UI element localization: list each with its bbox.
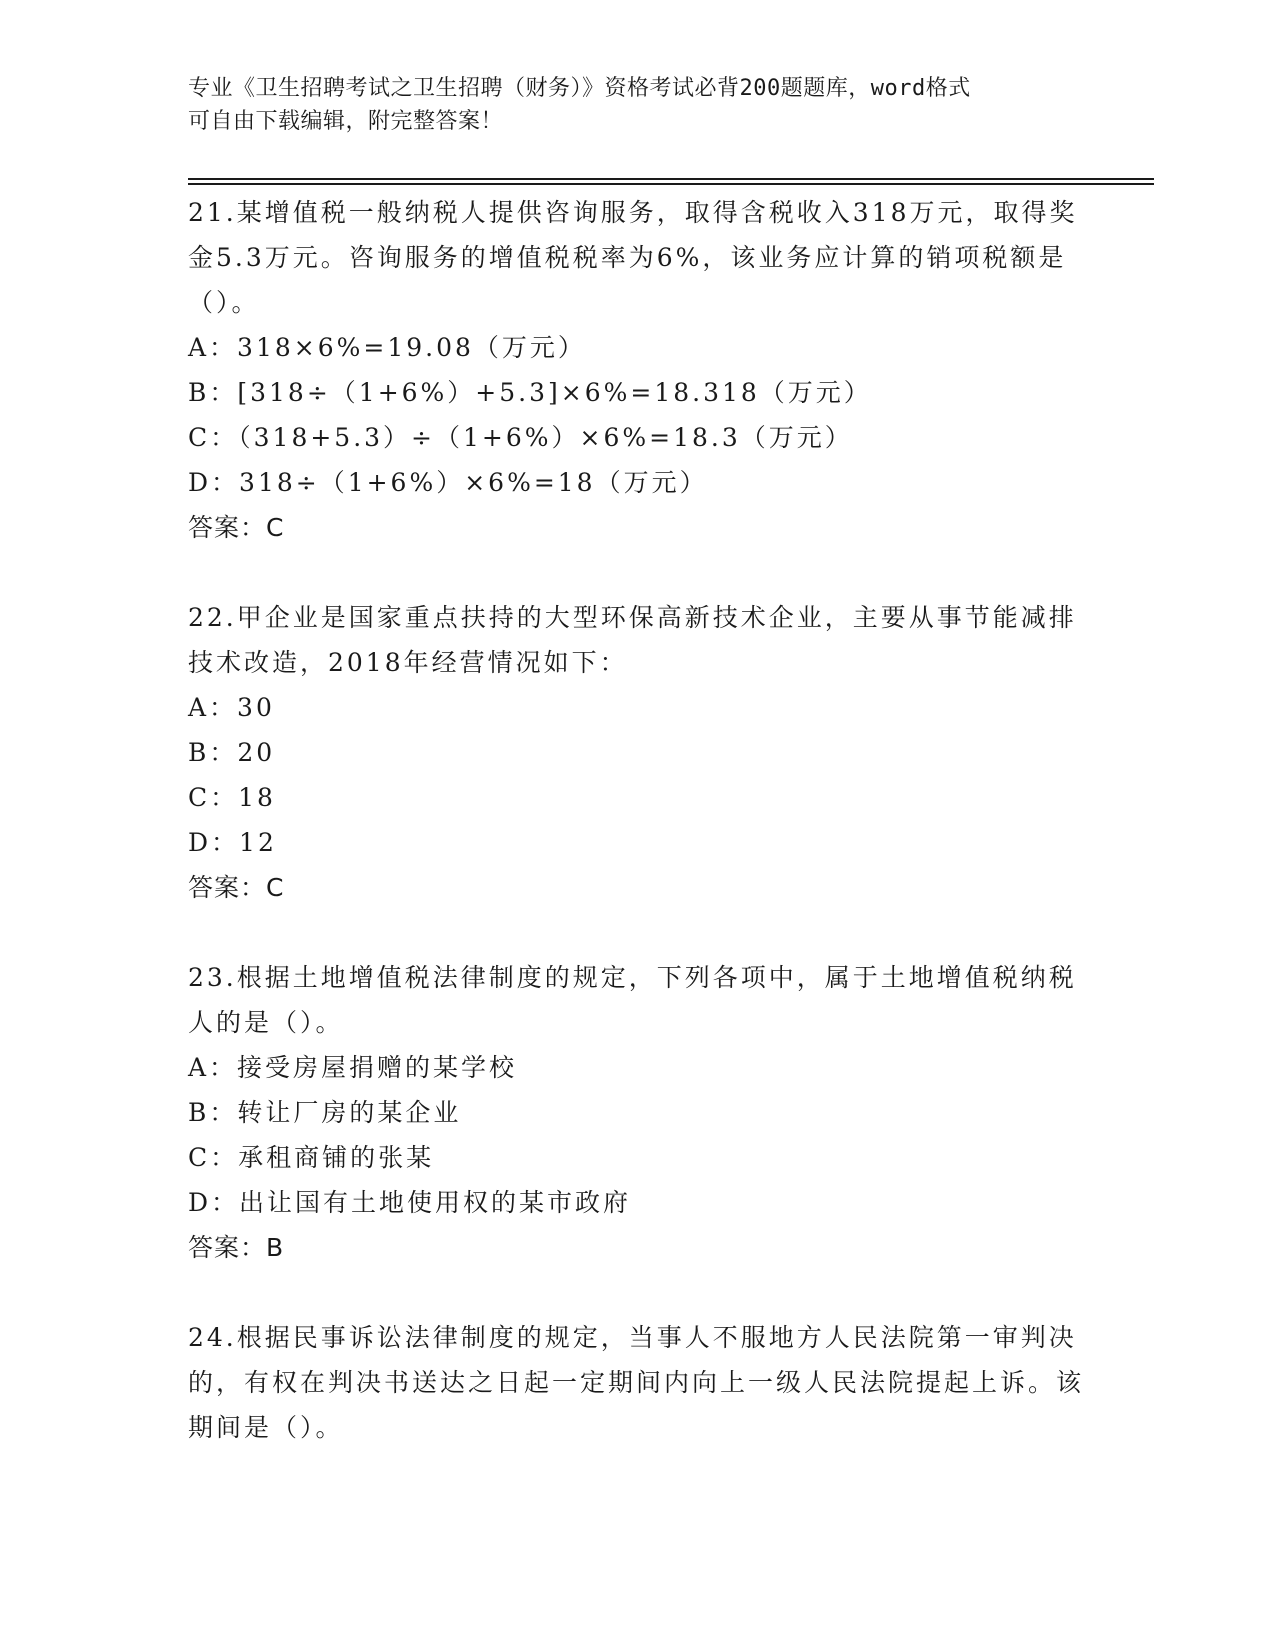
document-header bbox=[188, 72, 1068, 138]
option-c: C：承租商铺的张某 bbox=[188, 1143, 435, 1172]
option-b: B：转让厂房的某企业 bbox=[188, 1098, 462, 1127]
header-divider-top bbox=[188, 178, 1154, 180]
option-c: C：18 bbox=[188, 783, 276, 812]
question-stem: 23.根据土地增值税法律制度的规定，下列各项中，属于土地增值税纳税人的是（）。 bbox=[188, 963, 1077, 1037]
option-a: A：318×6%=19.08（万元） bbox=[188, 333, 586, 362]
question-stem: 21.某增值税一般纳税人提供咨询服务，取得含税收入318万元，取得奖金5.3万元。咨询服务的增值税税率为6%，该业务应计算的销项税额是（）。 bbox=[188, 198, 1078, 317]
question-stem: 24.根据民事诉讼法律制度的规定，当事人不服地方人民法院第一审判决的，有权在判决书送达之日起一定期间内向上一级人民法院提起上诉。该期间是（）。 bbox=[188, 1323, 1085, 1442]
header-line-1: 专业《卫生招聘考试之卫生招聘（财务）》资格考试必背200题题库，word格式 bbox=[188, 76, 971, 101]
option-d: D：12 bbox=[188, 828, 277, 857]
question-21 bbox=[188, 190, 1088, 550]
option-d: D：318÷（1+6%）×6%=18（万元） bbox=[188, 468, 708, 497]
question-stem: 22.甲企业是国家重点扶持的大型环保高新技术企业，主要从事节能减排技术改造，2018年经营情况如下： bbox=[188, 603, 1077, 677]
answer: 答案：C bbox=[188, 513, 285, 542]
header-divider-bottom bbox=[188, 183, 1154, 185]
option-b: B：[318÷（1+6%）+5.3]×6%=18.318（万元） bbox=[188, 378, 872, 407]
option-b: B：20 bbox=[188, 738, 276, 767]
question-22 bbox=[188, 595, 1088, 910]
option-d: D：出让国有土地使用权的某市政府 bbox=[188, 1188, 632, 1217]
question-list bbox=[188, 190, 1088, 1495]
question-23 bbox=[188, 955, 1088, 1270]
answer: 答案：B bbox=[188, 1233, 285, 1262]
answer: 答案：C bbox=[188, 873, 285, 902]
header-line-2: 可自由下载编辑，附完整答案！ bbox=[188, 109, 504, 134]
question-24 bbox=[188, 1315, 1088, 1450]
option-a: A：接受房屋捐赠的某学校 bbox=[188, 1053, 518, 1082]
option-c: C：（318+5.3）÷（1+6%）×6%=18.3（万元） bbox=[188, 423, 853, 452]
option-a: A：30 bbox=[188, 693, 275, 722]
